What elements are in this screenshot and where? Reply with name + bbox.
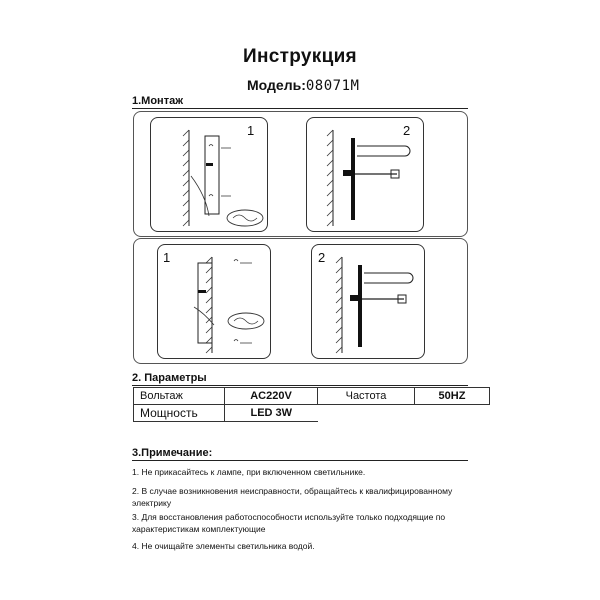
frequency-label: Частота (318, 388, 415, 405)
diagram-panel-top-right (306, 117, 424, 232)
wall-mount-diagram-d (312, 245, 424, 358)
wall-mount-diagram-b (307, 118, 423, 231)
note-2-line-1: 2. В случае возникновения неисправности, обращайтесь к квалифицированному (132, 486, 453, 496)
model-line (247, 77, 359, 94)
wall-mount-diagram-c (158, 245, 270, 358)
document-title: Инструкция (243, 46, 357, 67)
section-notes-rule (132, 460, 468, 461)
diagram-panel-bottom-right (311, 244, 425, 359)
table-row (134, 405, 490, 422)
model-value: 08071M (305, 78, 360, 94)
section-notes-heading: 3.Примечание: (132, 447, 213, 459)
model-label: Модель: (247, 77, 306, 93)
parameters-table (133, 387, 490, 422)
note-3-line-2: характеристикам комплектующие (132, 524, 266, 534)
voltage-value: AC220V (225, 388, 318, 405)
diagram-number: 2 (318, 250, 326, 265)
diagram-number: 1 (163, 250, 171, 265)
note-3-line-1: 3. Для восстановления работоспособности используйте только подходящие по (132, 512, 446, 522)
voltage-label: Вольтаж (134, 388, 225, 405)
diagram-number: 2 (403, 123, 411, 138)
power-value: LED 3W (225, 405, 318, 422)
table-row (134, 388, 490, 405)
power-label: Мощность (134, 405, 225, 422)
note-2-line-2: электрику (132, 498, 172, 508)
wall-mount-diagram-a (151, 118, 267, 231)
section-params-rule (132, 385, 468, 386)
diagram-number: 1 (247, 123, 255, 138)
section-mounting-rule (132, 108, 468, 109)
diagram-panel-bottom-left (157, 244, 271, 359)
section-params-heading: 2. Параметры (132, 372, 207, 384)
frequency-value: 50HZ (415, 388, 490, 405)
note-4: 4. Не очищайте элементы светильника водой. (132, 541, 315, 551)
section-mounting-heading: 1.Монтаж (132, 95, 184, 107)
note-1: 1. Не прикасайтесь к лампе, при включенном светильнике. (132, 467, 366, 477)
diagram-panel-top-left (150, 117, 268, 232)
